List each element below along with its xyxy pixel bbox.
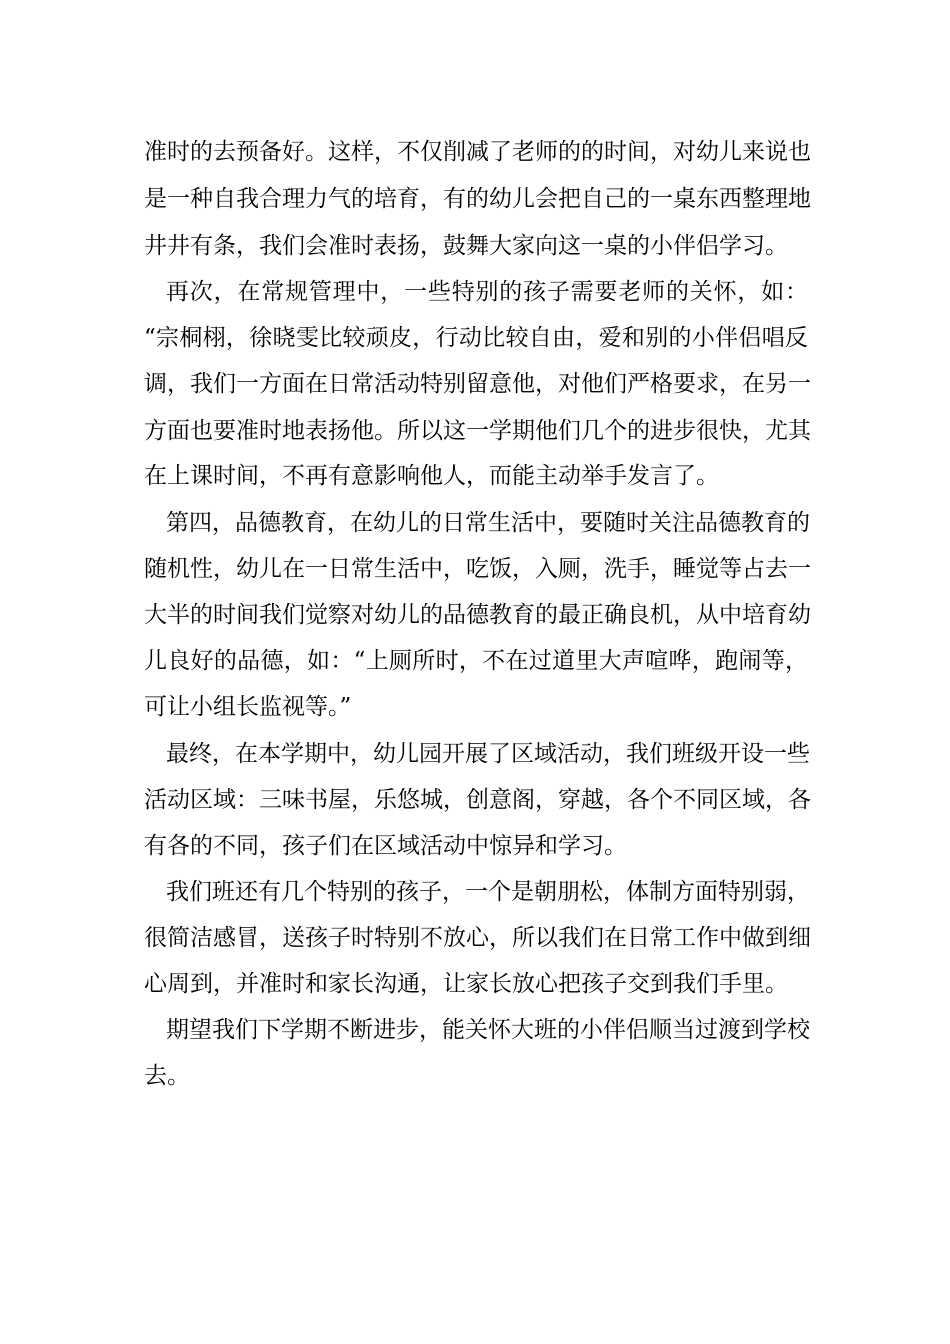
text-line: 很简洁感冒，送孩子时特别不放心，所以我们在日常工作中做到细 bbox=[144, 925, 811, 951]
text-line: 可让小组长监视等。” bbox=[144, 694, 352, 720]
text-line: 方面也要准时地表扬他。所以这一学期他们几个的进步很快，尤其 bbox=[144, 418, 811, 444]
text-line: 最终，在本学期中，幼儿园开展了区域活动，我们班级开设一些 bbox=[166, 741, 810, 767]
text-line: 有各的不同，孩子们在区域活动中惊异和学习。 bbox=[144, 833, 627, 859]
text-line: 心周到，并准时和家长沟通，让家长放心把孩子交到我们手里。 bbox=[144, 971, 788, 997]
text-line: 活动区域：三味书屋，乐悠城，创意阁，穿越，各个不同区域，各 bbox=[144, 787, 811, 813]
text-line: 调，我们一方面在日常活动特别留意他，对他们严格要求，在另一 bbox=[144, 371, 811, 397]
text-line: 井井有条，我们会准时表扬，鼓舞大家向这一桌的小伴侣学习。 bbox=[144, 233, 788, 259]
text-line: “宗桐栩，徐晓雯比较顽皮，行动比较自由，爱和别的小伴侣唱反 bbox=[144, 325, 808, 351]
text-line: 是一种自我合理力气的培育，有的幼儿会把自己的一桌东西整理地 bbox=[144, 186, 811, 212]
text-line: 准时的去预备好。这样，不仅削减了老师的的时间，对幼儿来说也 bbox=[144, 139, 811, 165]
text-line: 去。 bbox=[144, 1063, 190, 1089]
text-line: 大半的时间我们觉察对幼儿的品德教育的最正确良机，从中培育幼 bbox=[144, 602, 811, 628]
text-line: 第四，品德教育，在幼儿的日常生活中，要随时关注品德教育的 bbox=[166, 510, 810, 536]
text-line: 再次，在常规管理中，一些特别的孩子需要老师的关怀，如： bbox=[166, 279, 808, 305]
text-line: 在上课时间，不再有意影响他人，而能主动举手发言了。 bbox=[144, 463, 719, 489]
text-line: 儿良好的品德，如：“上厕所时，不在过道里大声喧哗，跑闹等， bbox=[144, 648, 808, 674]
text-line: 我们班还有几个特别的孩子，一个是朝朋松，体制方面特别弱， bbox=[166, 879, 810, 905]
text-line: 期望我们下学期不断进步，能关怀大班的小伴侣顺当过渡到学校 bbox=[166, 1017, 810, 1043]
text-line: 随机性，幼儿在一日常生活中，吃饭，入厕，洗手，睡觉等占去一 bbox=[144, 556, 811, 582]
